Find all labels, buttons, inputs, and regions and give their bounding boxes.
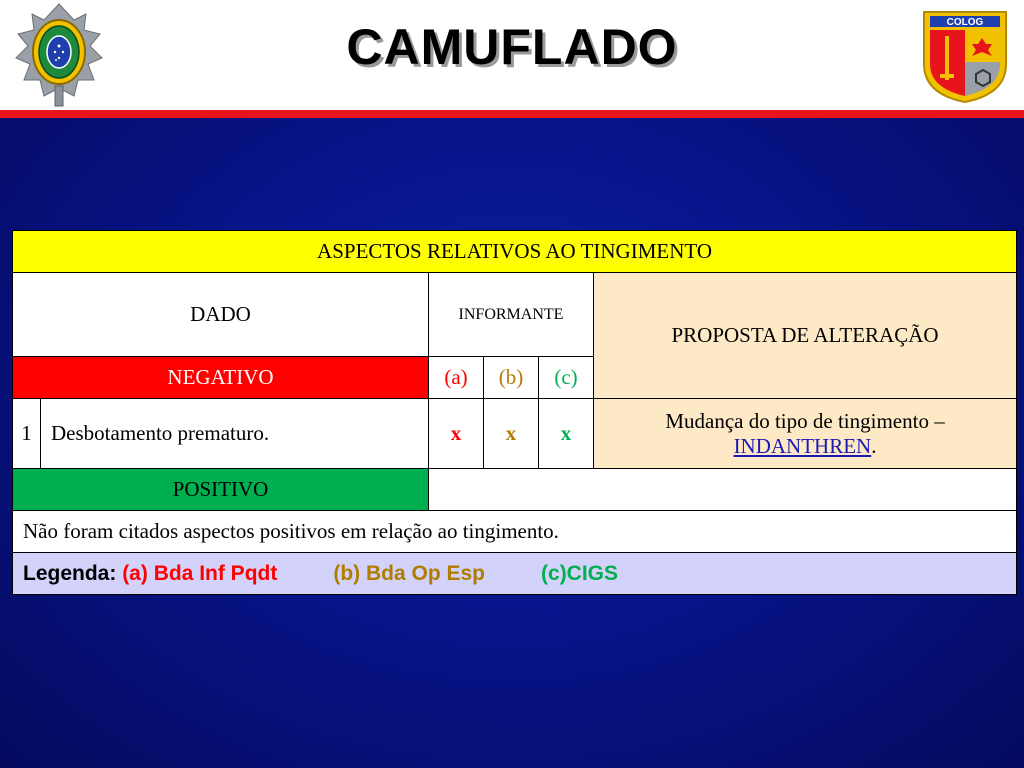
legend-row	[13, 553, 1017, 595]
colog-shield-icon	[920, 8, 1010, 104]
table-row	[13, 399, 1017, 469]
header-red-line	[0, 110, 1024, 118]
table-header: ASPECTOS RELATIVOS AO TINGIMENTO	[13, 231, 1017, 273]
proposal-period: .	[871, 433, 877, 458]
positivo-empty-cell	[429, 469, 1017, 511]
page-title: CAMUFLADO	[346, 19, 678, 75]
informante-b: (b)	[484, 357, 539, 399]
negativo-label: NEGATIVO	[13, 357, 429, 399]
col-dado: DADO	[13, 273, 429, 357]
proposal-text: Mudança do tipo de tingimento –	[665, 408, 945, 433]
informante-a: (a)	[429, 357, 484, 399]
informante-c: (c)	[539, 357, 594, 399]
col-informante: INFORMANTE	[429, 273, 594, 357]
row-number: 1	[13, 399, 41, 469]
indanthren-link[interactable]: INDANTHREN	[733, 433, 872, 458]
legend-b: (b) Bda Op Esp	[333, 561, 486, 585]
legend-c: (c)CIGS	[541, 561, 619, 585]
col-proposta: PROPOSTA DE ALTERAÇÃO	[594, 273, 1017, 399]
mark-c: x	[539, 399, 594, 469]
tingimento-table	[12, 230, 1017, 595]
positivo-text: Não foram citados aspectos positivos em relação ao tingimento.	[13, 511, 1017, 553]
row-text: Desbotamento prematuro.	[41, 399, 429, 469]
colog-label: COLOG	[946, 17, 984, 28]
mark-a: x	[429, 399, 484, 469]
legend-label: Legenda:	[23, 561, 117, 585]
row-proposal	[594, 399, 1017, 469]
mark-b: x	[484, 399, 539, 469]
positivo-label: POSITIVO	[13, 469, 429, 511]
legend-a: (a) Bda Inf Pqdt	[122, 561, 278, 585]
